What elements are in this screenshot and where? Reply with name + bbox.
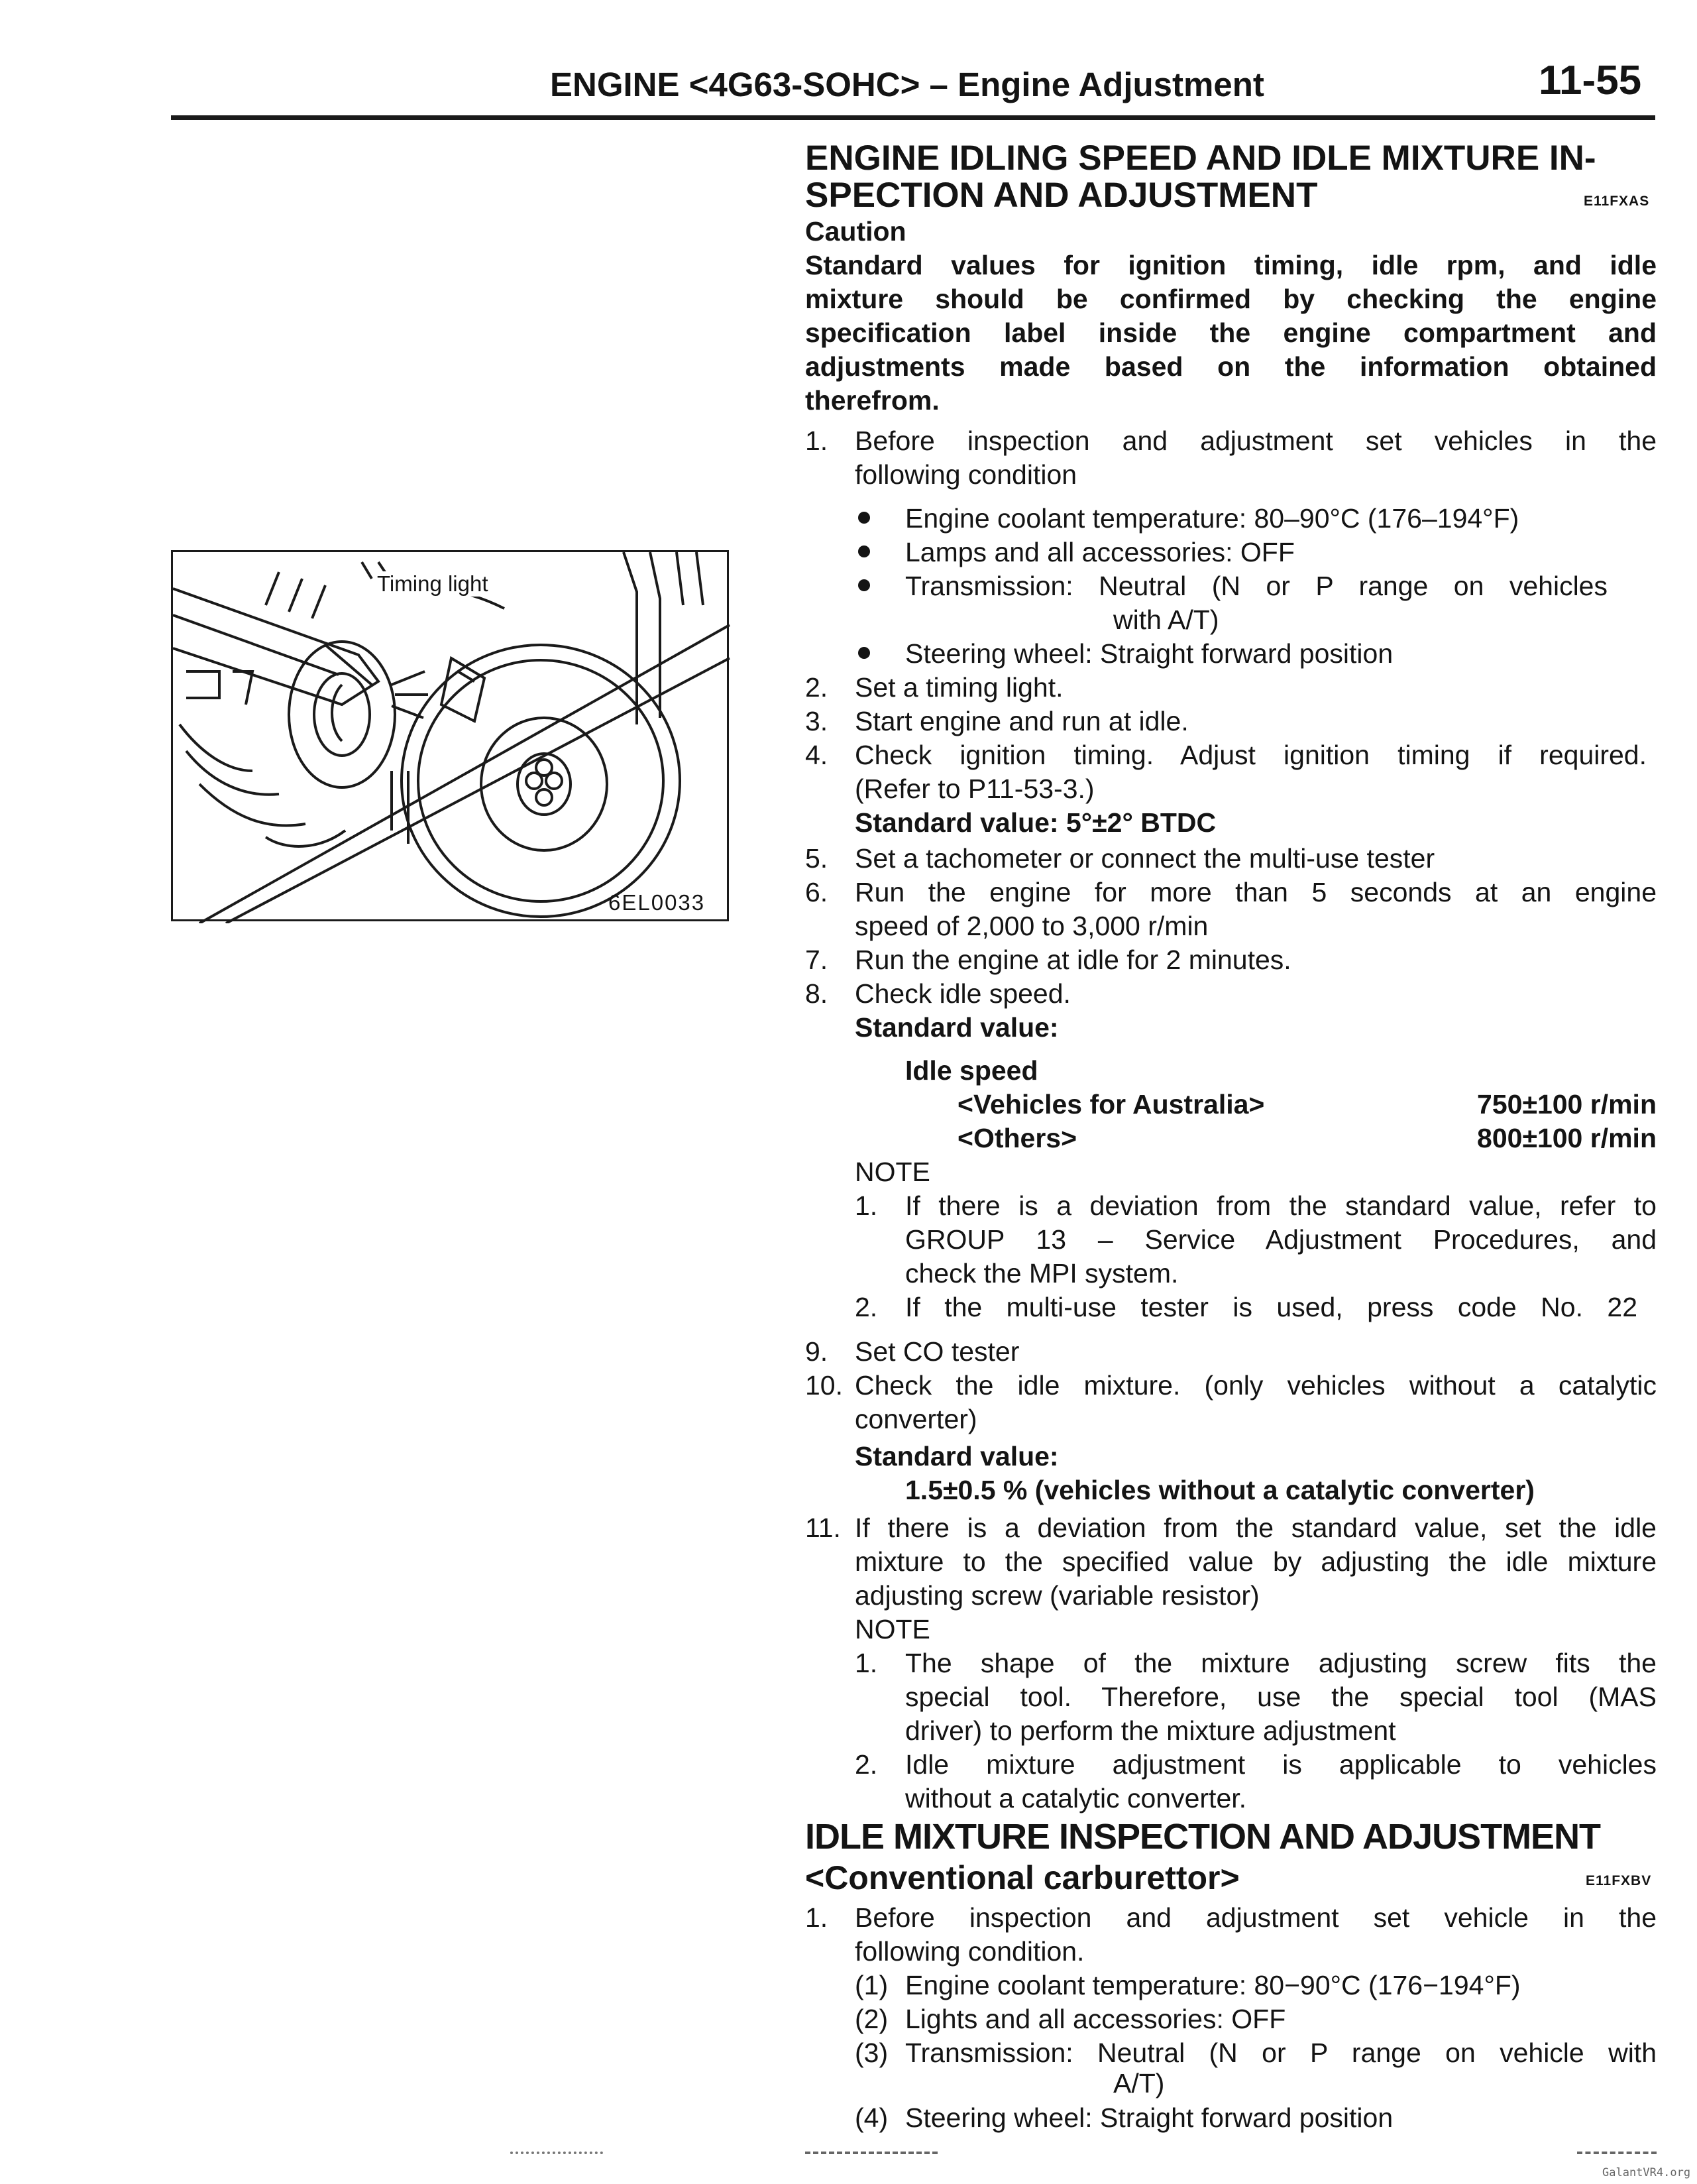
caution-line: Standard values for ignition timing, idle rpm, and idle	[805, 250, 1657, 280]
step4-line1: Check ignition timing. Adjust ignition timing if required.	[855, 740, 1647, 770]
note-number: 1.	[855, 1190, 878, 1221]
step10-line2: converter)	[855, 1404, 977, 1434]
bullet-icon	[858, 579, 870, 591]
note-number: 2.	[855, 1292, 878, 1322]
step-number: 3.	[805, 706, 828, 736]
footer-mark	[1577, 2152, 1657, 2157]
condition-item: Steering wheel: Straight forward position	[905, 638, 1394, 669]
bullet-icon	[858, 647, 870, 659]
note-line: without a catalytic converter.	[905, 1783, 1247, 1813]
condition-item-cont: with A/T)	[1113, 604, 1219, 635]
step-number: 7.	[805, 945, 828, 975]
condition-item-cont: A/T)	[1113, 2068, 1165, 2098]
note-line: special tool. Therefore, use the special tool (MAS	[905, 1682, 1657, 1712]
idle-speed-label: Idle speed	[905, 1055, 1038, 1086]
step10-standard-label: Standard value:	[855, 1441, 1059, 1471]
footer-mark	[510, 2152, 603, 2157]
condition-item: Transmission: Neutral (N or P range on vehicle with	[905, 2038, 1657, 2068]
step3-text: Start engine and run at idle.	[855, 706, 1189, 736]
timing-light-illustration	[171, 550, 729, 921]
step2-text: Set a timing light.	[855, 672, 1064, 703]
section2-step1-line2: following condition.	[855, 1936, 1085, 1967]
step4-standard-value: Standard value: 5°±2° BTDC	[855, 807, 1217, 838]
condition-item: Lamps and all accessories: OFF	[905, 537, 1295, 567]
section2-heading: IDLE MIXTURE INSPECTION AND ADJUSTMENT	[805, 1817, 1601, 1857]
caution-line: adjustments made based on the information obtained	[805, 351, 1657, 382]
step10-standard-value: 1.5±0.5 % (vehicles without a catalytic converter)	[905, 1475, 1535, 1505]
step4-line2: (Refer to P11-53-3.)	[855, 774, 1095, 804]
step-number: 9.	[805, 1336, 828, 1367]
header-title: ENGINE <4G63-SOHC> – Engine Adjustment	[550, 66, 1264, 103]
step8-text: Check idle speed.	[855, 978, 1071, 1009]
bullet-icon	[858, 546, 870, 557]
note-label: NOTE	[855, 1614, 930, 1644]
timing-light-callout: Timing light	[374, 571, 491, 597]
header-rule	[171, 115, 1655, 120]
step-number: 8.	[805, 978, 828, 1009]
item-number: (4)	[855, 2102, 889, 2133]
engine-pulley-drawing	[173, 552, 731, 923]
section1-heading-line1: ENGINE IDLING SPEED AND IDLE MIXTURE IN-	[805, 139, 1596, 178]
note-line: Idle mixture adjustment is applicable to vehicles	[905, 1749, 1657, 1780]
step10-line1: Check the idle mixture. (only vehicles without a catalytic	[855, 1370, 1657, 1401]
condition-item: Engine coolant temperature: 80–90°C (176–194°F)	[905, 503, 1519, 534]
note-number: 2.	[855, 1749, 878, 1780]
caution-line: specification label inside the engine compartment and	[805, 317, 1657, 348]
note-line: check the MPI system.	[905, 1258, 1179, 1289]
step1-line2: following condition	[855, 459, 1077, 490]
step11-line: If there is a deviation from the standard value, set the idle	[855, 1513, 1657, 1543]
condition-item: Engine coolant temperature: 80−90°C (176−194°F)	[905, 1970, 1521, 2000]
section2-step1-line1: Before inspection and adjustment set vehicle in the	[855, 1902, 1657, 1933]
step-number: 2.	[805, 672, 828, 703]
note-line: GROUP 13 – Service Adjustment Procedures, and	[905, 1224, 1657, 1255]
spec-row-value: 750±100 r/min	[1477, 1089, 1657, 1120]
step9-text: Set CO tester	[855, 1336, 1020, 1367]
step5-text: Set a tachometer or connect the multi-use tester	[855, 843, 1435, 874]
watermark: GalantVR4.org	[1602, 2166, 1691, 2179]
bullet-icon	[858, 512, 870, 524]
step6-line2: speed of 2,000 to 3,000 r/min	[855, 911, 1209, 941]
condition-item: Transmission: Neutral (N or P range on vehicles	[905, 571, 1608, 601]
caution-line: mixture should be confirmed by checking the engine	[805, 284, 1657, 314]
section1-code: E11FXAS	[1584, 194, 1650, 209]
note-line: If the multi-use tester is used, press code No. 22	[905, 1292, 1637, 1322]
section2-subheading: <Conventional carburettor>	[805, 1859, 1240, 1896]
figure-code: 6EL0033	[608, 890, 706, 915]
step11-line: mixture to the specified value by adjusting the idle mixture	[855, 1546, 1657, 1577]
footer-mark	[805, 2152, 938, 2157]
step11-line: adjusting screw (variable resistor)	[855, 1580, 1260, 1611]
step1-line1: Before inspection and adjustment set vehicles in the	[855, 426, 1657, 456]
note-label: NOTE	[855, 1157, 930, 1187]
step7-text: Run the engine at idle for 2 minutes.	[855, 945, 1291, 975]
step-number: 10.	[805, 1370, 843, 1401]
caution-line: therefrom.	[805, 385, 940, 416]
note-line: driver) to perform the mixture adjustment	[905, 1715, 1396, 1746]
condition-item: Lights and all accessories: OFF	[905, 2004, 1286, 2034]
step8-standard-label: Standard value:	[855, 1012, 1059, 1043]
caution-label: Caution	[805, 216, 906, 247]
item-number: (3)	[855, 2038, 889, 2068]
section1-heading-line2: SPECTION AND ADJUSTMENT	[805, 176, 1318, 215]
item-number: (1)	[855, 1970, 889, 2000]
note-line: If there is a deviation from the standard value, refer to	[905, 1190, 1657, 1221]
item-number: (2)	[855, 2004, 889, 2034]
spec-row-label: <Vehicles for Australia>	[958, 1089, 1265, 1120]
step-number: 1.	[805, 426, 828, 456]
section2-code: E11FXBV	[1586, 1873, 1652, 1888]
step-number: 11.	[805, 1513, 841, 1543]
note-line: The shape of the mixture adjusting screw fits the	[905, 1648, 1657, 1678]
step-number: 5.	[805, 843, 828, 874]
step-number: 1.	[805, 1902, 828, 1933]
note-number: 1.	[855, 1648, 878, 1678]
spec-row-label: <Others>	[958, 1123, 1077, 1153]
step-number: 6.	[805, 877, 828, 907]
spec-row-value: 800±100 r/min	[1477, 1123, 1657, 1153]
page-number: 11-55	[1539, 58, 1642, 103]
condition-item: Steering wheel: Straight forward position	[905, 2102, 1394, 2133]
step6-line1: Run the engine for more than 5 seconds at an engine	[855, 877, 1657, 907]
step-number: 4.	[805, 740, 828, 770]
